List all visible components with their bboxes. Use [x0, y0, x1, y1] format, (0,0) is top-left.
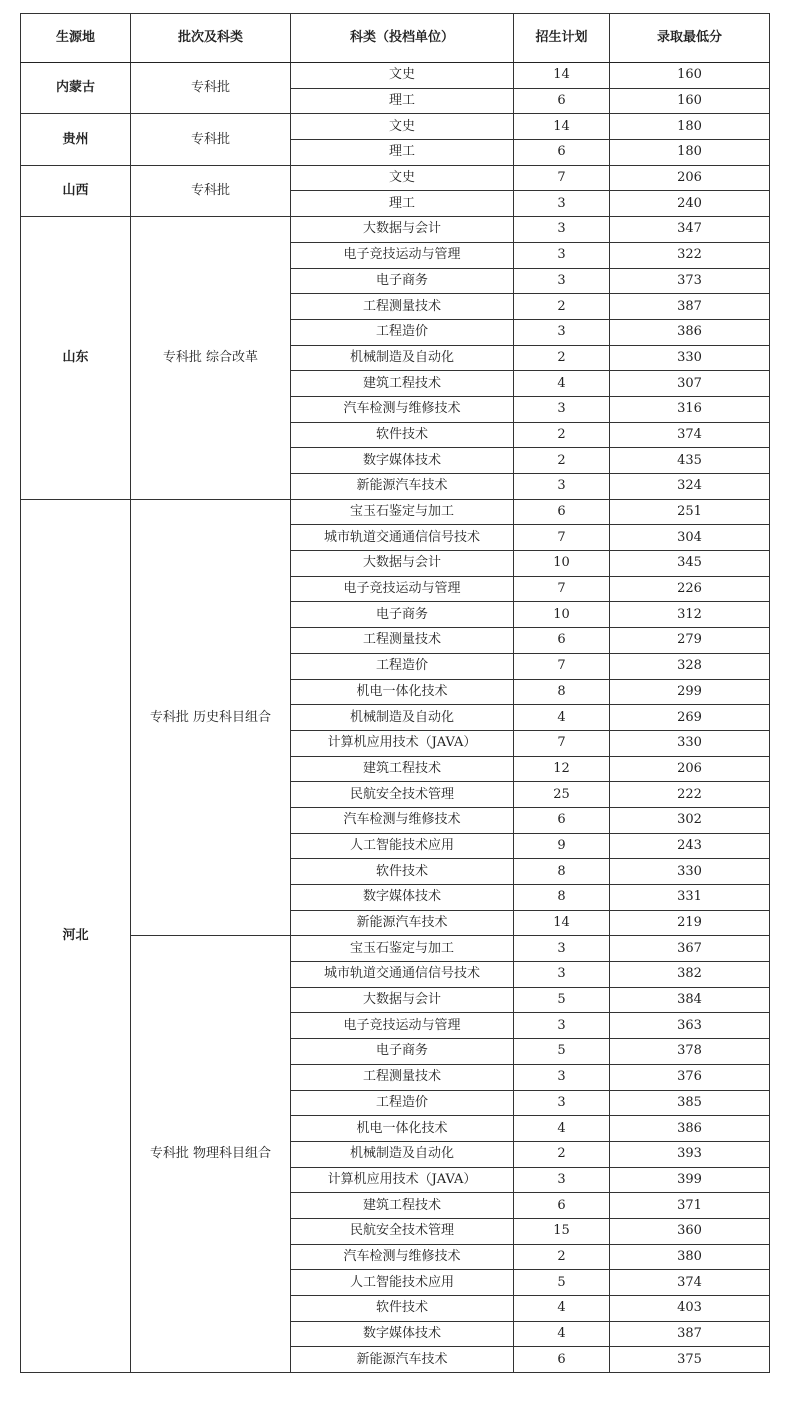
- major-cell: 工程测量技术: [291, 1064, 514, 1090]
- plan-cell: 2: [514, 422, 610, 448]
- plan-cell: 7: [514, 525, 610, 551]
- major-cell: 理工: [291, 88, 514, 114]
- min-score-cell: 347: [610, 217, 770, 243]
- major-cell: 汽车检测与维修技术: [291, 807, 514, 833]
- header-min-score: 录取最低分: [610, 14, 770, 63]
- plan-cell: 5: [514, 987, 610, 1013]
- major-cell: 机械制造及自动化: [291, 345, 514, 371]
- min-score-cell: 435: [610, 448, 770, 474]
- major-cell: 城市轨道交通通信信号技术: [291, 525, 514, 551]
- plan-cell: 12: [514, 756, 610, 782]
- major-cell: 工程测量技术: [291, 294, 514, 320]
- min-score-cell: 269: [610, 705, 770, 731]
- major-cell: 数字媒体技术: [291, 885, 514, 911]
- min-score-cell: 316: [610, 396, 770, 422]
- major-cell: 计算机应用技术（JAVA）: [291, 1167, 514, 1193]
- min-score-cell: 206: [610, 165, 770, 191]
- plan-cell: 3: [514, 319, 610, 345]
- table-row: [21, 936, 770, 962]
- plan-cell: 5: [514, 1270, 610, 1296]
- plan-cell: 4: [514, 1296, 610, 1322]
- plan-cell: 7: [514, 653, 610, 679]
- plan-cell: 6: [514, 88, 610, 114]
- min-score-cell: 330: [610, 345, 770, 371]
- min-score-cell: 380: [610, 1244, 770, 1270]
- table-row: [21, 499, 770, 525]
- min-score-cell: 180: [610, 114, 770, 140]
- major-cell: 软件技术: [291, 422, 514, 448]
- min-score-cell: 331: [610, 885, 770, 911]
- plan-cell: 3: [514, 936, 610, 962]
- min-score-cell: 312: [610, 602, 770, 628]
- major-cell: 机电一体化技术: [291, 679, 514, 705]
- plan-cell: 2: [514, 345, 610, 371]
- major-cell: 人工智能技术应用: [291, 1270, 514, 1296]
- major-cell: 电子商务: [291, 1039, 514, 1065]
- major-cell: 新能源汽车技术: [291, 1347, 514, 1373]
- major-cell: 软件技术: [291, 859, 514, 885]
- min-score-cell: 330: [610, 730, 770, 756]
- major-cell: 大数据与会计: [291, 987, 514, 1013]
- min-score-cell: 385: [610, 1090, 770, 1116]
- major-cell: 汽车检测与维修技术: [291, 1244, 514, 1270]
- major-cell: 大数据与会计: [291, 551, 514, 577]
- major-cell: 新能源汽车技术: [291, 910, 514, 936]
- province-cell: 内蒙古: [21, 63, 131, 114]
- plan-cell: 3: [514, 217, 610, 243]
- plan-cell: 4: [514, 705, 610, 731]
- major-cell: 文史: [291, 63, 514, 89]
- min-score-cell: 382: [610, 962, 770, 988]
- plan-cell: 6: [514, 499, 610, 525]
- major-cell: 机械制造及自动化: [291, 1141, 514, 1167]
- major-cell: 电子商务: [291, 268, 514, 294]
- min-score-cell: 387: [610, 294, 770, 320]
- table-body: [21, 63, 770, 1373]
- batch-cell: 专科批: [131, 63, 291, 114]
- plan-cell: 6: [514, 1347, 610, 1373]
- table-row: [21, 165, 770, 191]
- major-cell: 汽车检测与维修技术: [291, 396, 514, 422]
- major-cell: 机电一体化技术: [291, 1116, 514, 1142]
- min-score-cell: 374: [610, 1270, 770, 1296]
- province-cell: 山东: [21, 217, 131, 500]
- plan-cell: 10: [514, 602, 610, 628]
- major-cell: 宝玉石鉴定与加工: [291, 936, 514, 962]
- major-cell: 宝玉石鉴定与加工: [291, 499, 514, 525]
- min-score-cell: 386: [610, 319, 770, 345]
- plan-cell: 4: [514, 1321, 610, 1347]
- major-cell: 民航安全技术管理: [291, 782, 514, 808]
- major-cell: 软件技术: [291, 1296, 514, 1322]
- major-cell: 工程造价: [291, 319, 514, 345]
- province-cell: 山西: [21, 165, 131, 216]
- min-score-cell: 399: [610, 1167, 770, 1193]
- province-cell: 贵州: [21, 114, 131, 165]
- min-score-cell: 160: [610, 63, 770, 89]
- plan-cell: 15: [514, 1218, 610, 1244]
- plan-cell: 14: [514, 63, 610, 89]
- min-score-cell: 324: [610, 474, 770, 500]
- min-score-cell: 251: [610, 499, 770, 525]
- min-score-cell: 360: [610, 1218, 770, 1244]
- min-score-cell: 279: [610, 628, 770, 654]
- major-cell: 计算机应用技术（JAVA）: [291, 730, 514, 756]
- major-cell: 人工智能技术应用: [291, 833, 514, 859]
- plan-cell: 14: [514, 114, 610, 140]
- major-cell: 电子商务: [291, 602, 514, 628]
- major-cell: 理工: [291, 140, 514, 166]
- header-province: 生源地: [21, 14, 131, 63]
- plan-cell: 3: [514, 191, 610, 217]
- batch-cell: 专科批: [131, 165, 291, 216]
- major-cell: 电子竞技运动与管理: [291, 576, 514, 602]
- min-score-cell: 206: [610, 756, 770, 782]
- plan-cell: 5: [514, 1039, 610, 1065]
- min-score-cell: 376: [610, 1064, 770, 1090]
- plan-cell: 6: [514, 628, 610, 654]
- min-score-cell: 367: [610, 936, 770, 962]
- min-score-cell: 345: [610, 551, 770, 577]
- batch-cell: 专科批 综合改革: [131, 217, 291, 500]
- plan-cell: 2: [514, 1244, 610, 1270]
- min-score-cell: 384: [610, 987, 770, 1013]
- plan-cell: 4: [514, 371, 610, 397]
- plan-cell: 3: [514, 1064, 610, 1090]
- min-score-cell: 393: [610, 1141, 770, 1167]
- min-score-cell: 375: [610, 1347, 770, 1373]
- major-cell: 电子竞技运动与管理: [291, 1013, 514, 1039]
- plan-cell: 3: [514, 242, 610, 268]
- plan-cell: 7: [514, 730, 610, 756]
- admission-table: [20, 13, 770, 1373]
- min-score-cell: 373: [610, 268, 770, 294]
- plan-cell: 2: [514, 1141, 610, 1167]
- plan-cell: 6: [514, 140, 610, 166]
- plan-cell: 3: [514, 1167, 610, 1193]
- plan-cell: 9: [514, 833, 610, 859]
- plan-cell: 8: [514, 885, 610, 911]
- min-score-cell: 299: [610, 679, 770, 705]
- min-score-cell: 363: [610, 1013, 770, 1039]
- plan-cell: 3: [514, 396, 610, 422]
- header-row: [21, 14, 770, 63]
- plan-cell: 3: [514, 1090, 610, 1116]
- major-cell: 新能源汽车技术: [291, 474, 514, 500]
- table-row: [21, 217, 770, 243]
- major-cell: 工程造价: [291, 1090, 514, 1116]
- plan-cell: 2: [514, 294, 610, 320]
- major-cell: 建筑工程技术: [291, 371, 514, 397]
- plan-cell: 4: [514, 1116, 610, 1142]
- plan-cell: 3: [514, 268, 610, 294]
- min-score-cell: 307: [610, 371, 770, 397]
- plan-cell: 3: [514, 474, 610, 500]
- major-cell: 建筑工程技术: [291, 756, 514, 782]
- table-row: [21, 63, 770, 89]
- min-score-cell: 160: [610, 88, 770, 114]
- table-header: [21, 14, 770, 63]
- min-score-cell: 226: [610, 576, 770, 602]
- plan-cell: 10: [514, 551, 610, 577]
- plan-cell: 14: [514, 910, 610, 936]
- batch-cell: 专科批: [131, 114, 291, 165]
- plan-cell: 3: [514, 1013, 610, 1039]
- major-cell: 数字媒体技术: [291, 448, 514, 474]
- min-score-cell: 222: [610, 782, 770, 808]
- major-cell: 工程测量技术: [291, 628, 514, 654]
- major-cell: 文史: [291, 114, 514, 140]
- plan-cell: 6: [514, 1193, 610, 1219]
- major-cell: 机械制造及自动化: [291, 705, 514, 731]
- min-score-cell: 180: [610, 140, 770, 166]
- plan-cell: 8: [514, 679, 610, 705]
- major-cell: 城市轨道交通通信信号技术: [291, 962, 514, 988]
- major-cell: 电子竞技运动与管理: [291, 242, 514, 268]
- plan-cell: 6: [514, 807, 610, 833]
- min-score-cell: 387: [610, 1321, 770, 1347]
- batch-cell: 专科批 历史科目组合: [131, 499, 291, 936]
- major-cell: 工程造价: [291, 653, 514, 679]
- plan-cell: 2: [514, 448, 610, 474]
- major-cell: 建筑工程技术: [291, 1193, 514, 1219]
- min-score-cell: 219: [610, 910, 770, 936]
- province-cell: 河北: [21, 499, 131, 1372]
- min-score-cell: 243: [610, 833, 770, 859]
- min-score-cell: 240: [610, 191, 770, 217]
- plan-cell: 7: [514, 576, 610, 602]
- plan-cell: 7: [514, 165, 610, 191]
- plan-cell: 8: [514, 859, 610, 885]
- min-score-cell: 403: [610, 1296, 770, 1322]
- header-batch: 批次及科类: [131, 14, 291, 63]
- major-cell: 民航安全技术管理: [291, 1218, 514, 1244]
- min-score-cell: 322: [610, 242, 770, 268]
- header-major: 科类（投档单位）: [291, 14, 514, 63]
- major-cell: 文史: [291, 165, 514, 191]
- major-cell: 大数据与会计: [291, 217, 514, 243]
- min-score-cell: 386: [610, 1116, 770, 1142]
- batch-cell: 专科批 物理科目组合: [131, 936, 291, 1373]
- header-plan: 招生计划: [514, 14, 610, 63]
- table-row: [21, 114, 770, 140]
- major-cell: 数字媒体技术: [291, 1321, 514, 1347]
- min-score-cell: 328: [610, 653, 770, 679]
- min-score-cell: 302: [610, 807, 770, 833]
- min-score-cell: 378: [610, 1039, 770, 1065]
- major-cell: 理工: [291, 191, 514, 217]
- plan-cell: 25: [514, 782, 610, 808]
- plan-cell: 3: [514, 962, 610, 988]
- min-score-cell: 371: [610, 1193, 770, 1219]
- min-score-cell: 374: [610, 422, 770, 448]
- min-score-cell: 304: [610, 525, 770, 551]
- min-score-cell: 330: [610, 859, 770, 885]
